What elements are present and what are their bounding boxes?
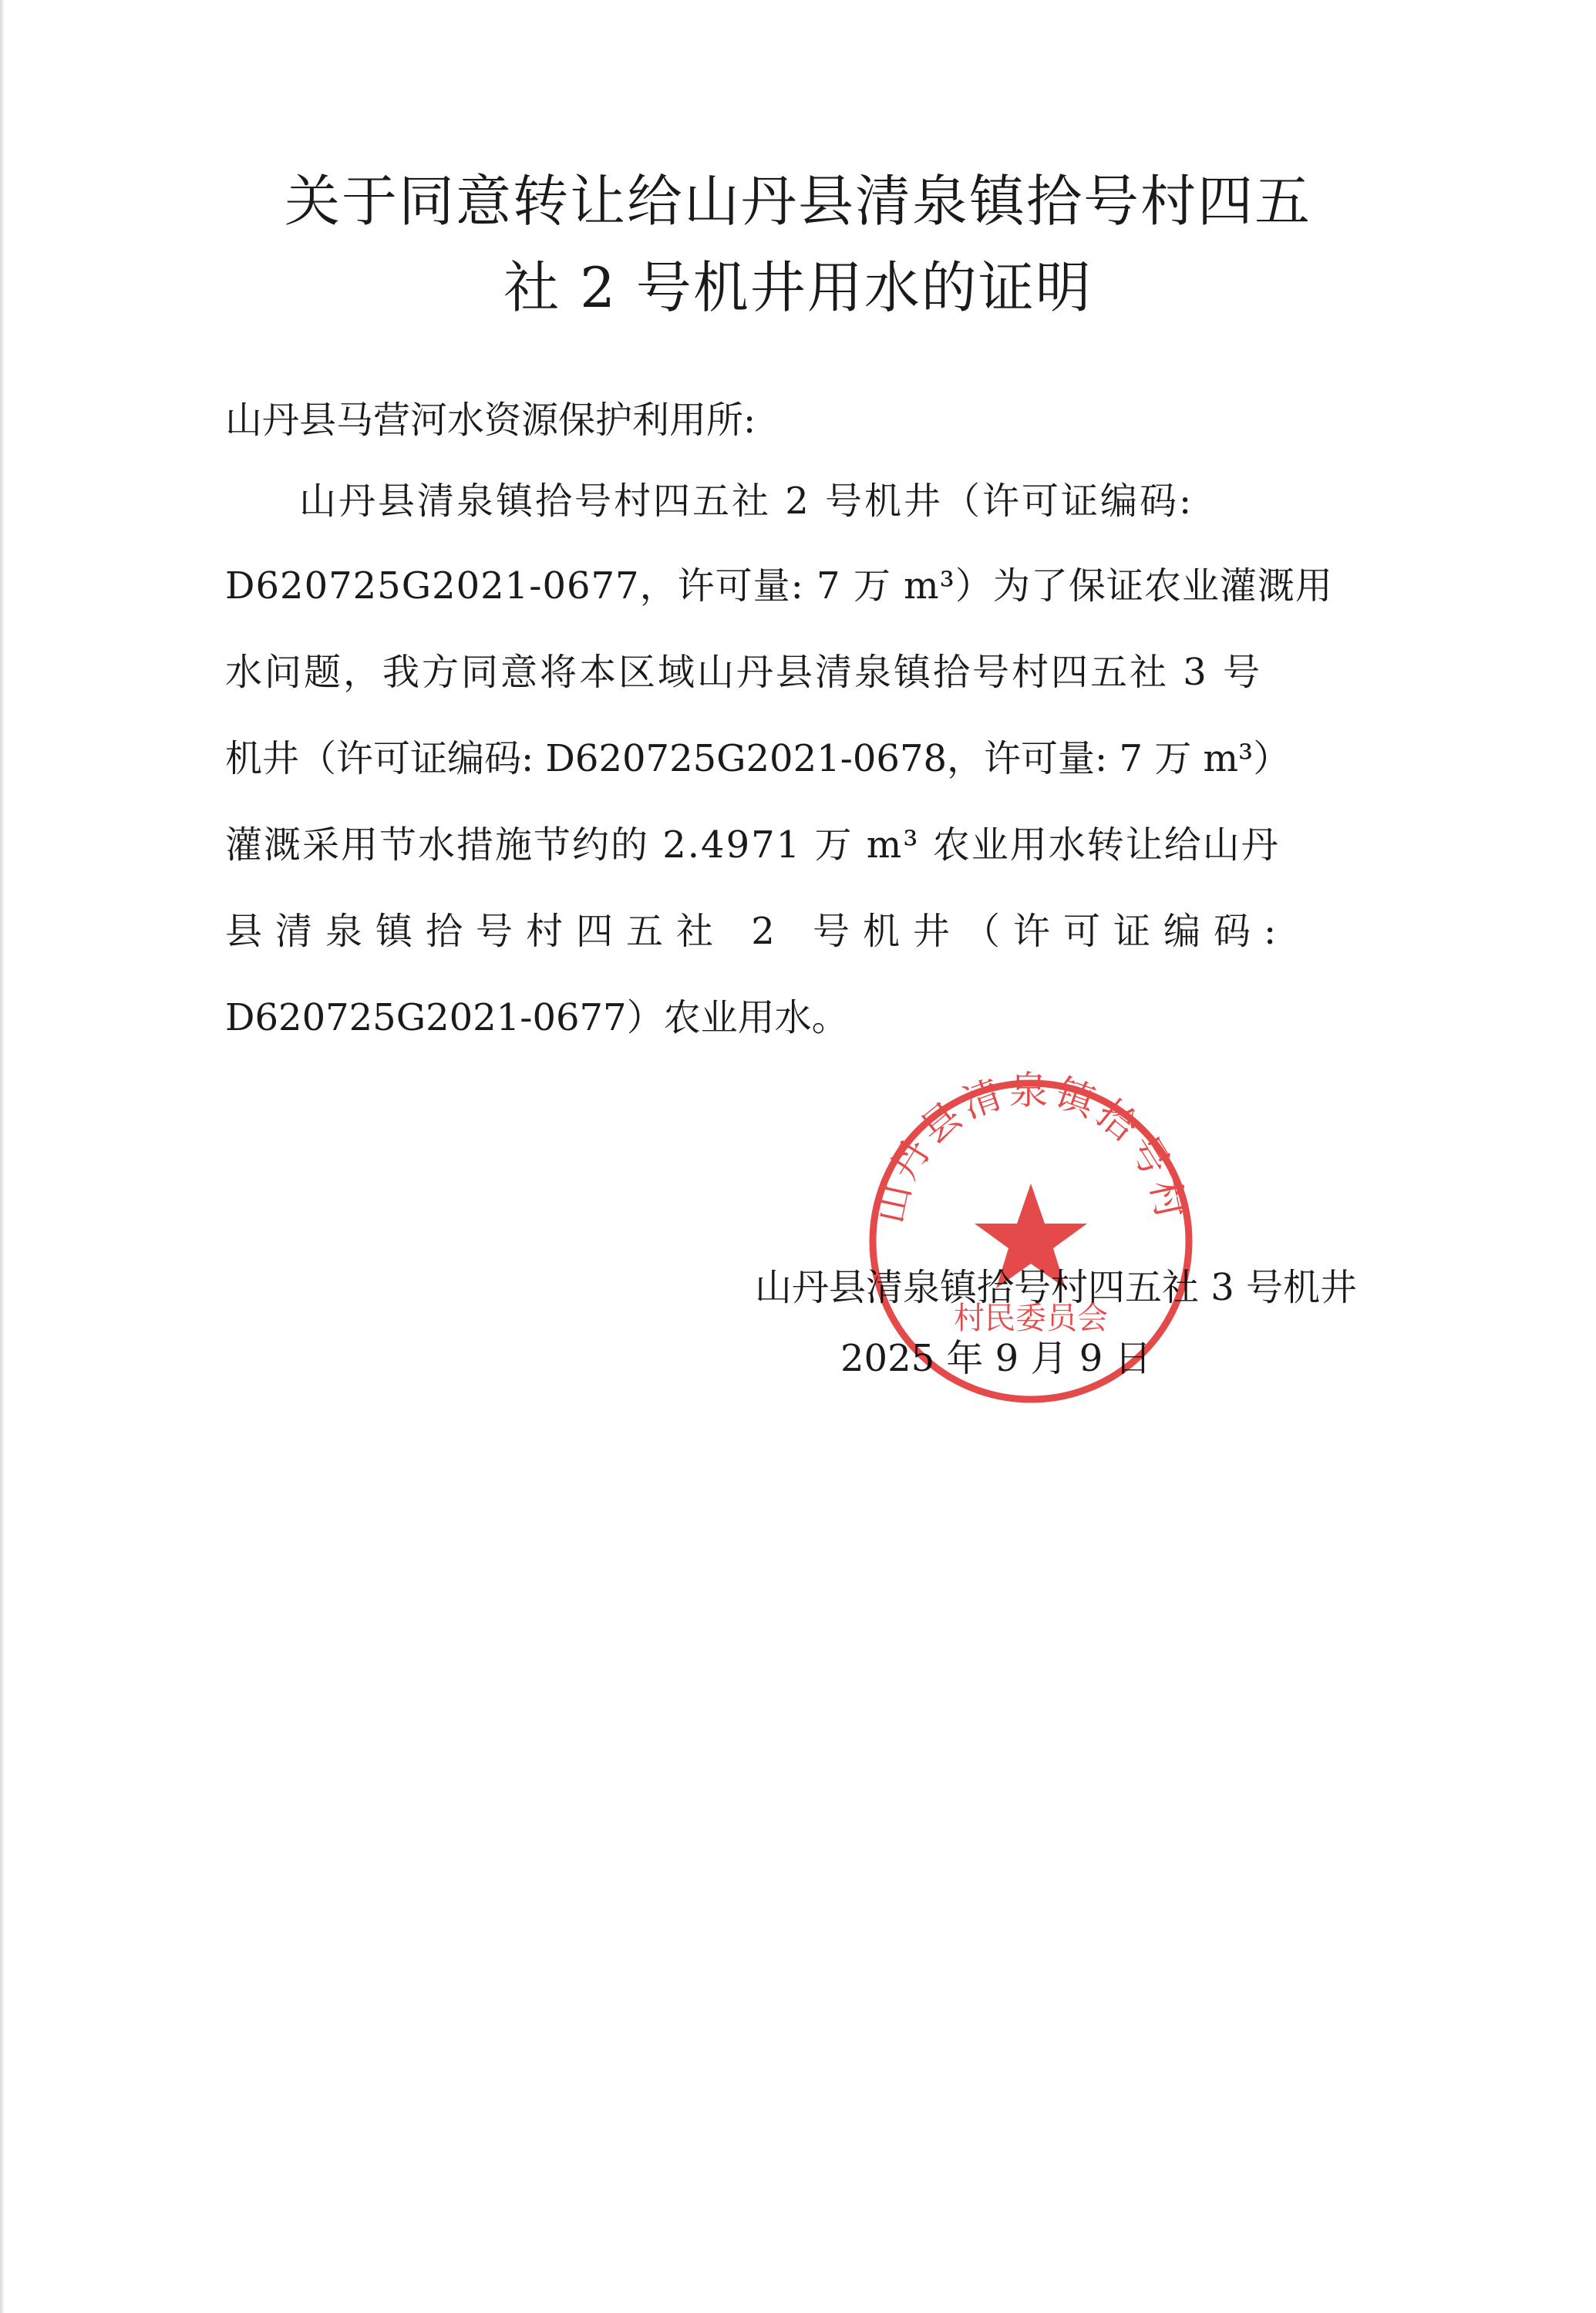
body-line-5: 灌溉采用节水措施节约的 2.4971 万 m³ 农业用水转让给山丹 xyxy=(225,823,1280,867)
body-line-6: 县清泉镇拾号村四五社 2 号机井（许可证编码: xyxy=(225,910,1290,953)
body-line-1: 山丹县清泉镇拾号村四五社 2 号机井（许可证编码: xyxy=(299,480,1194,523)
body-line-2: D620725G2021-0677，许可量: 7 万 m³）为了保证农业灌溉用 xyxy=(225,564,1333,608)
title-line-2: 社 2 号机井用水的证明 xyxy=(503,255,1093,320)
body-line-4: 机井（许可证编码: D620725G2021-0678，许可量: 7 万 m³） xyxy=(225,737,1291,780)
official-seal xyxy=(857,1068,1204,1415)
body-line-7: D620725G2021-0677）农业用水。 xyxy=(225,996,849,1039)
title-line-1: 关于同意转让给山丹县清泉镇拾号村四五 xyxy=(284,169,1311,234)
scan-edge xyxy=(0,0,5,2313)
signature-date: 2025 年 9 月 9 日 xyxy=(840,1337,1152,1380)
seal-bottom-text: 村民委员会 xyxy=(954,1301,1108,1336)
body-line-3: 水问题，我方同意将本区域山丹县清泉镇拾号村四五社 3 号 xyxy=(225,651,1263,694)
seal-star-icon xyxy=(975,1183,1087,1288)
seal-ring-text: 山丹县清泉镇拾号村 xyxy=(867,1068,1195,1227)
signature-organization: 山丹县清泉镇拾号村四五社 3 号机井 xyxy=(754,1266,1357,1309)
document-title xyxy=(231,158,1365,331)
recipient-line: 山丹县马营河水资源保护利用所: xyxy=(225,399,756,442)
